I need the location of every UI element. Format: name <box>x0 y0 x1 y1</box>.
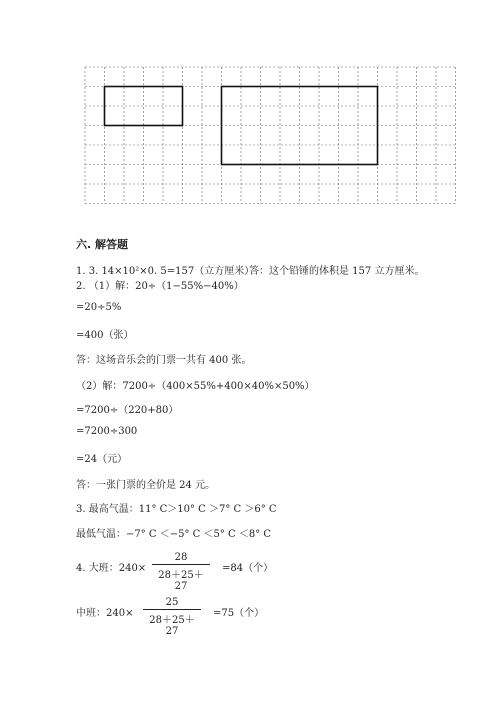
q2-line-7: =7200÷300 <box>76 426 138 437</box>
q4-mid-prefix: 中班：240× <box>76 608 134 619</box>
q4-big-numerator: 28 <box>174 552 188 563</box>
q2-answer-1: 答：这场音乐会的门票一共有 400 张。 <box>76 355 252 366</box>
q1-answer: 答：这个铅锤的体积是 157 立方厘米。 <box>249 266 425 277</box>
q2-line-2: =20÷5% <box>76 302 122 313</box>
q2-line-3: =400（张） <box>76 330 134 341</box>
q3-high-temp: 3. 最高气温：11° C＞10° C ＞7° C ＞6° C <box>76 504 277 515</box>
q4-mid-result: =75（个） <box>213 608 265 619</box>
q3-low-temp: 最低气温：−7° C ＜−5° C ＜5° C ＜8° C <box>76 529 272 540</box>
grid-drawing <box>84 66 456 206</box>
q4-big-fraction <box>152 552 210 592</box>
q4-big-denominator: 28＋25＋27 <box>158 570 204 592</box>
q2-line-5: （2）解：7200÷（400×55%+400×40%×50%） <box>76 381 315 392</box>
q4-big-prefix: 4. 大班：240× <box>76 563 147 574</box>
q2-line-8: =24（元） <box>76 454 128 465</box>
fraction-bar <box>143 609 201 610</box>
q4-big-result: =84（个） <box>222 563 274 574</box>
q2-answer-2: 答：一张门票的全价是 24 元。 <box>76 480 216 491</box>
q4-mid-numerator: 25 <box>165 597 179 608</box>
q1-calculation: 1. 3. 14×10²×0. 5=157（立方厘米） <box>76 266 255 277</box>
section-title: 六. 解答题 <box>76 238 129 251</box>
fraction-bar <box>152 564 210 565</box>
q2-line-6: =7200÷（220+80） <box>76 405 179 416</box>
q2-line-1: 2. （1）解：20÷（1−55%−40%） <box>76 281 244 292</box>
q4-mid-fraction <box>143 597 201 637</box>
grid-figure <box>84 66 456 206</box>
q4-mid-denominator: 28＋25＋27 <box>149 615 195 637</box>
